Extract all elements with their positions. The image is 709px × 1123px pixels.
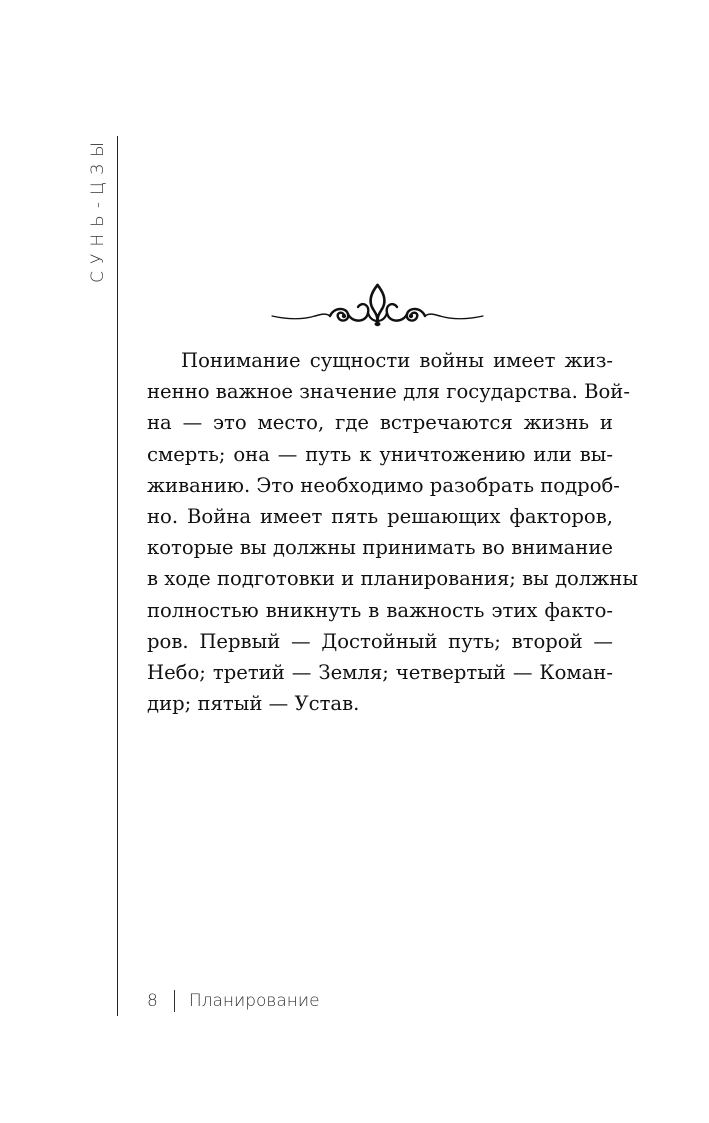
paragraph-line: полностью вникнуть в важность этих факто-: [147, 598, 613, 622]
paragraph-line: живанию. Это необходимо разобрать подроб-: [147, 473, 620, 497]
paragraph-line: смерть; она — путь к уничтожению или вы-: [147, 442, 613, 466]
running-head-text: СУНЬ-ЦЗЫ: [88, 135, 108, 283]
paragraph-line: Понимание сущности войны имеет жиз-: [181, 349, 613, 372]
section-title: Планирование: [188, 991, 320, 1011]
paragraph-line: в ходе подготовки и планирования; вы должны: [147, 567, 638, 591]
paragraph-line: на — это место, где встречаются жизнь и: [147, 411, 613, 435]
body-paragraph: [147, 345, 638, 719]
paragraph-line: Небо; третий — Земля; четвертый — Коман-: [147, 660, 613, 684]
fleuron-divider-icon: [270, 283, 485, 328]
paragraph-line: ненно важное значение для государства. Вой-: [147, 380, 630, 404]
paragraph-line: ров. Первый — Достойный путь; второй —: [147, 629, 613, 653]
vertical-rule: [117, 136, 118, 1016]
paragraph-line: дир; пятый — Устав.: [147, 692, 360, 716]
paragraph-line: которые вы должны принимать во внимание: [147, 536, 613, 560]
page-footer: [147, 990, 320, 1012]
running-head: [83, 135, 113, 315]
paragraph-line: но. Война имеет пять решающих факторов,: [147, 504, 613, 528]
footer-separator: [174, 990, 175, 1012]
page-number: 8: [147, 991, 158, 1011]
